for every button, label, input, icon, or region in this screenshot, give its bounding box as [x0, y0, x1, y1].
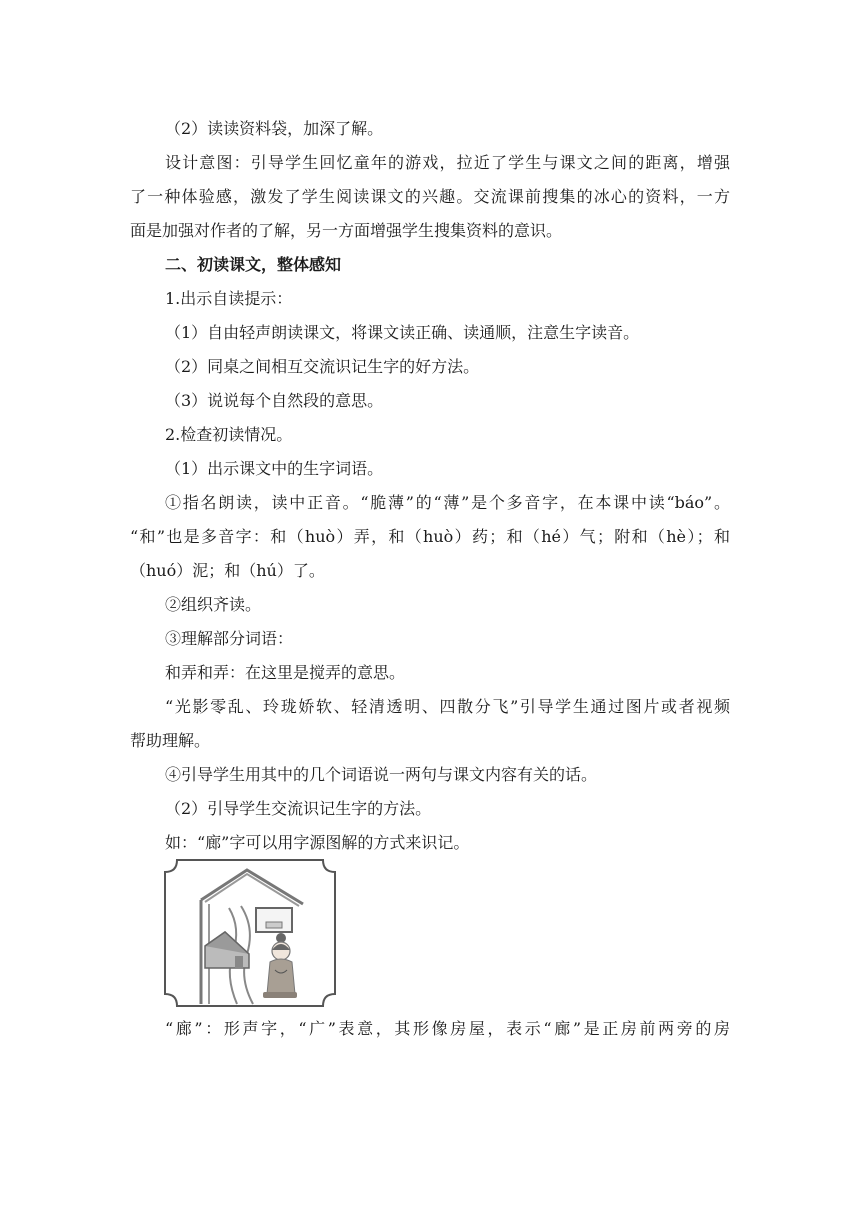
paragraph-line: 帮助理解。	[130, 731, 211, 750]
paragraph-line: “廊”：形声字，“广”表意，其形像房屋，表示“廊”是正房前两旁的房	[165, 1019, 730, 1038]
paragraph-line: ④引导学生用其中的几个词语说一两句与课文内容有关的话。	[165, 765, 598, 784]
paragraph-line: ③理解部分词语：	[165, 629, 294, 648]
paragraph-line: 如：“廊”字可以用字源图解的方式来识记。	[165, 833, 470, 852]
house-corridor-icon	[163, 858, 337, 1008]
paragraph-line: 2.检查初读情况。	[165, 425, 293, 444]
paragraph-line: 1.出示自读提示：	[165, 289, 293, 308]
paragraph-line: （2）读读资料袋，加深了解。	[165, 119, 384, 138]
paragraph-line: （1）出示课文中的生字词语。	[165, 459, 384, 478]
paragraph-line: 设计意图：引导学生回忆童年的游戏，拉近了学生与课文之间的距离，增强	[165, 153, 730, 172]
paragraph-line: 了一种体验感，激发了学生阅读课文的兴趣。交流课前搜集的冰心的资料，一方	[130, 187, 730, 206]
paragraph-line: （2）同桌之间相互交流识记生字的好方法。	[165, 357, 480, 376]
paragraph-line: （2）引导学生交流识记生字的方法。	[165, 799, 432, 818]
paragraph-line: （3）说说每个自然段的意思。	[165, 391, 384, 410]
paragraph-line: （huó）泥；和（hú）了。	[130, 561, 325, 580]
paragraph-line: ②组织齐读。	[165, 595, 262, 614]
paragraph-line: 和弄和弄：在这里是搅弄的意思。	[165, 663, 406, 682]
paragraph-line: ①指名朗读，读中正音。“脆薄”的“薄”是个多音字，在本课中读“báo”。	[165, 493, 730, 512]
character-origin-illustration	[163, 858, 337, 1008]
paragraph-line: “和”也是多音字：和（huò）弄，和（huò）药；和（hé）气；附和（hè）；和	[130, 527, 730, 546]
paragraph-line: 面是加强对作者的了解，另一方面增强学生搜集资料的意识。	[130, 221, 563, 240]
section-heading: 二、初读课文，整体感知	[165, 255, 342, 274]
paragraph-line: “光影零乱、玲珑娇软、轻清透明、四散分飞”引导学生通过图片或者视频	[165, 697, 730, 716]
paragraph-line: （1）自由轻声朗读课文，将课文读正确、读通顺，注意生字读音。	[165, 323, 640, 342]
